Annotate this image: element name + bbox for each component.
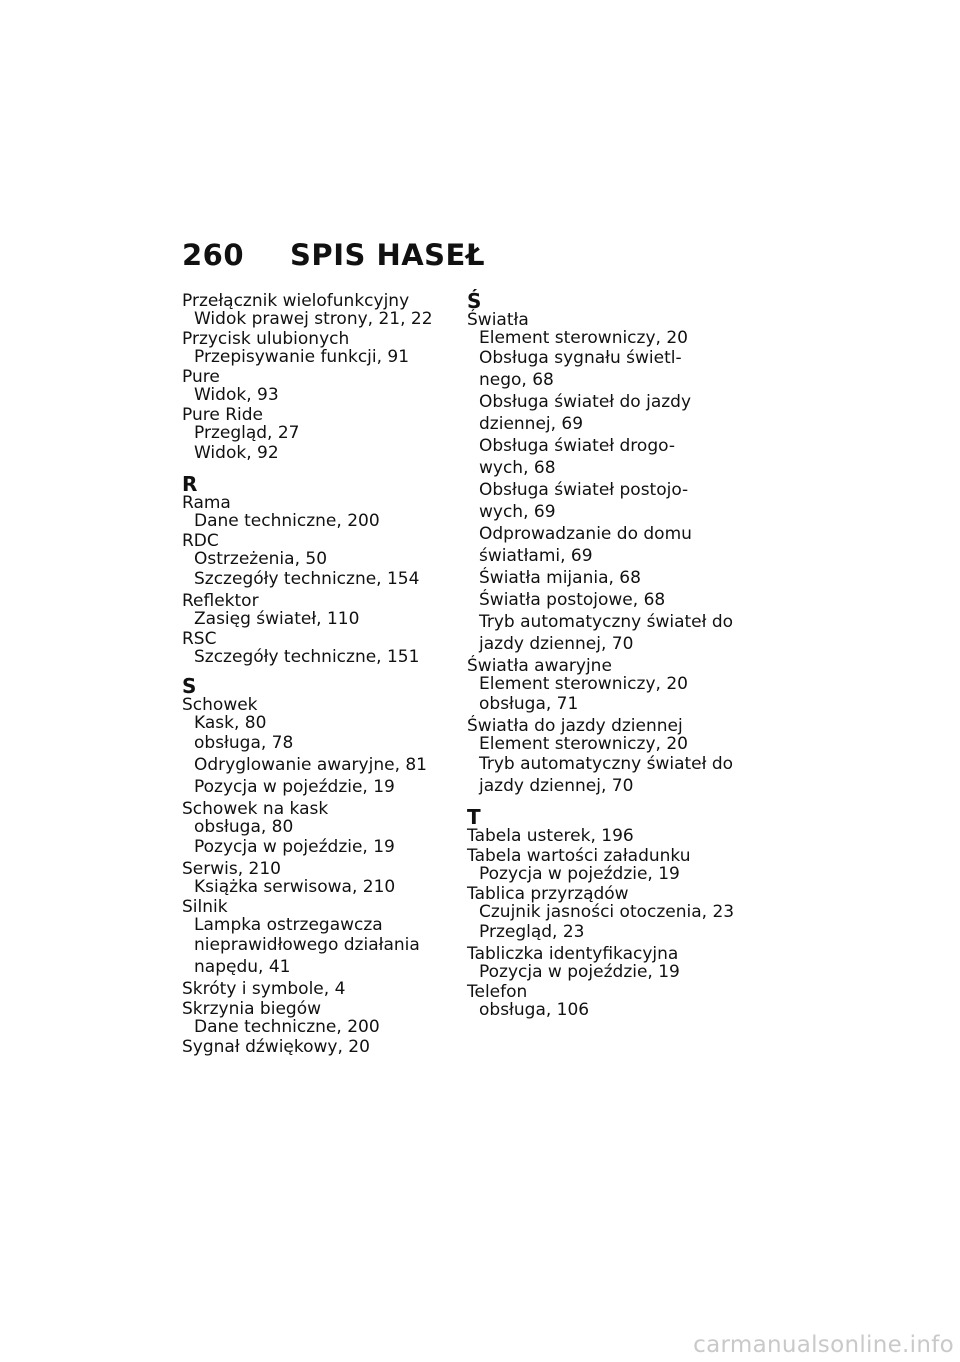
- index-subentry: Pozycja w pojeździe, 19: [194, 777, 395, 797]
- index-entry: [467, 827, 767, 845]
- page-header: [182, 238, 485, 272]
- index-subentry: obsługa, 71: [479, 694, 579, 714]
- index-subentry: Przepisywanie funkcji, 91: [194, 347, 410, 367]
- index-subentry: Widok prawej strony, 21, 22: [194, 309, 433, 329]
- index-subentry: obsługa, 78: [194, 733, 294, 753]
- index-entry: [182, 630, 482, 666]
- index-entry-term: Schowek: [182, 695, 258, 715]
- index-subentry: Element sterowniczy, 20: [479, 674, 688, 694]
- index-letter-heading: T: [467, 805, 481, 829]
- index-subentry: Zasięg świateł, 110: [194, 609, 360, 629]
- index-letter-heading: Ś: [467, 289, 482, 313]
- index-subentry: nieprawidłowego działania: [194, 935, 420, 955]
- index-entry-term: Pure: [182, 367, 220, 387]
- index-entry: [182, 696, 482, 798]
- index-subentry: Światła postojowe, 68: [479, 590, 666, 610]
- index-subentry: Światła mijania, 68: [479, 568, 641, 588]
- index-entry-term: Skrzynia biegów: [182, 999, 321, 1019]
- index-entry: [182, 592, 482, 628]
- index-entry-term: RDC: [182, 531, 219, 551]
- index-entry: [182, 980, 482, 998]
- index-subentry: nego, 68: [479, 370, 554, 390]
- index-entry-term: Światła do jazdy dziennej: [467, 716, 683, 736]
- index-letter-heading: S: [182, 674, 197, 698]
- index-subentry: Przegląd, 27: [194, 423, 300, 443]
- index-subentry: Przegląd, 23: [479, 922, 585, 942]
- index-subentry: Książka serwisowa, 210: [194, 877, 396, 897]
- index-subentry: Pozycja w pojeździe, 19: [479, 864, 680, 884]
- index-subentry: Obsługa świateł do jazdy: [479, 392, 692, 412]
- index-column-right: [467, 289, 767, 1021]
- index-subentry: Dane techniczne, 200: [194, 511, 380, 531]
- index-subentry: Kask, 80: [194, 713, 267, 733]
- index-entry: [467, 983, 767, 1019]
- index-subentry: światłami, 69: [479, 546, 593, 566]
- index-subentry: Widok, 93: [194, 385, 279, 405]
- index-entry: [182, 494, 482, 530]
- index-entry-term: Schowek na kask: [182, 799, 329, 819]
- index-subentry: Obsługa świateł postojo-: [479, 480, 689, 500]
- index-entry-term: Przełącznik wielofunkcyjny: [182, 291, 410, 311]
- index-entry: [182, 800, 482, 858]
- index-entry-term: Tabela wartości załadunku: [467, 846, 691, 866]
- index-subentry: obsługa, 80: [194, 817, 294, 837]
- index-subentry: Pozycja w pojeździe, 19: [194, 837, 395, 857]
- index-subentry: Pozycja w pojeździe, 19: [479, 962, 680, 982]
- index-subentry: Dane techniczne, 200: [194, 1017, 380, 1037]
- index-entry-term: RSC: [182, 629, 217, 649]
- index-entry: [182, 898, 482, 978]
- index-entry-term: Rama: [182, 493, 231, 513]
- index-subentry: dziennej, 69: [479, 414, 584, 434]
- index-subentry: Element sterowniczy, 20: [479, 734, 688, 754]
- index-entry-term: Tabela usterek, 196: [467, 826, 634, 846]
- index-subentry: Szczegóły techniczne, 154: [194, 569, 420, 589]
- watermark: carmanualsonline.info: [693, 1332, 954, 1358]
- page-number: 260: [182, 238, 245, 272]
- index-entry-term: Pure Ride: [182, 405, 263, 425]
- index-entry: [467, 717, 767, 797]
- index-entry: [182, 1000, 482, 1036]
- index-subentry: Tryb automatyczny świateł do: [479, 612, 734, 632]
- index-entry-term: Tablica przyrządów: [467, 884, 629, 904]
- index-entry: [182, 532, 482, 590]
- index-entry: [467, 945, 767, 981]
- index-subentry: Ostrzeżenia, 50: [194, 549, 328, 569]
- index-subentry: Obsługa świateł drogo-: [479, 436, 675, 456]
- index-entry: [182, 330, 482, 366]
- index-entry: [467, 847, 767, 883]
- index-subentry: Odryglowanie awaryjne, 81: [194, 755, 428, 775]
- index-letter-heading: R: [182, 472, 198, 496]
- index-entry: [182, 292, 482, 328]
- page-title: SPIS HASEŁ: [290, 238, 485, 272]
- index-entry-term: Skróty i symbole, 4: [182, 979, 346, 999]
- index-subentry: napędu, 41: [194, 957, 291, 977]
- index-subentry: wych, 68: [479, 458, 556, 478]
- index-entry-term: Telefon: [467, 982, 528, 1002]
- index-subentry: Tryb automatyczny świateł do: [479, 754, 734, 774]
- index-entry: [182, 860, 482, 896]
- index-subentry: Element sterowniczy, 20: [479, 328, 688, 348]
- index-entry-term: Światła awaryjne: [467, 656, 612, 676]
- index-entry-term: Sygnał dźwiękowy, 20: [182, 1037, 370, 1057]
- index-entry-term: Tabliczka identyfikacyjna: [467, 944, 679, 964]
- index-column-left: [182, 292, 482, 1058]
- index-subentry: Odprowadzanie do domu: [479, 524, 692, 544]
- index-entry: [467, 311, 767, 655]
- index-subentry: obsługa, 106: [479, 1000, 590, 1020]
- index-entry-term: Reflektor: [182, 591, 259, 611]
- index-subentry: Lampka ostrzegawcza: [194, 915, 383, 935]
- index-subentry: jazdy dziennej, 70: [479, 634, 634, 654]
- index-entry-term: Światła: [467, 310, 529, 330]
- index-subentry: jazdy dziennej, 70: [479, 776, 634, 796]
- index-entry: [467, 657, 767, 715]
- index-entry-term: Serwis, 210: [182, 859, 281, 879]
- index-entry: [182, 1038, 482, 1056]
- index-subentry: Obsługa sygnału świetl-: [479, 348, 682, 368]
- index-subentry: Widok, 92: [194, 443, 279, 463]
- index-entry: [467, 885, 767, 943]
- index-entry: [182, 406, 482, 464]
- index-entry-term: Przycisk ulubionych: [182, 329, 350, 349]
- index-entry-term: Silnik: [182, 897, 228, 917]
- index-entry: [182, 368, 482, 404]
- index-subentry: Szczegóły techniczne, 151: [194, 647, 420, 667]
- index-subentry: Czujnik jasności otoczenia, 23: [479, 902, 735, 922]
- index-subentry: wych, 69: [479, 502, 556, 522]
